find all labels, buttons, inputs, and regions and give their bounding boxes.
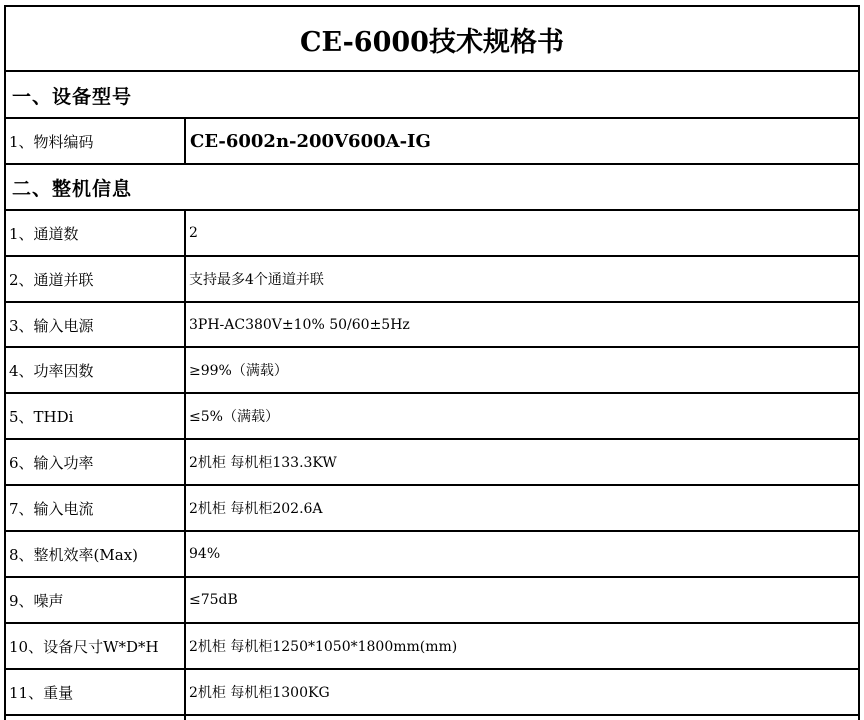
row-label: 9、噪声 [9, 591, 64, 610]
row-label: 5、THDi [9, 407, 74, 426]
grid-line [4, 392, 860, 394]
grid-line [4, 668, 860, 670]
grid-line [4, 484, 860, 486]
grid-line [4, 346, 860, 348]
row-label: 4、功率因数 [9, 361, 94, 380]
row-value: ≤75dB [189, 592, 238, 608]
grid-line [4, 714, 860, 716]
row-label: 8、整机效率(Max) [9, 545, 139, 564]
row-label: 3、输入电源 [9, 316, 94, 335]
section-heading: 一、设备型号 [12, 85, 133, 108]
grid-line [4, 301, 860, 303]
material-code-value: CE-6002n-200V600A-IG [190, 130, 431, 152]
row-value: 2机柜 每机柜202.6A [189, 501, 323, 517]
row-value: 支持最多4个通道并联 [189, 272, 324, 288]
row-value: 3PH-AC380V±10% 50/60±5Hz [189, 317, 410, 333]
row-label: 1、物料编码 [9, 132, 94, 151]
section-heading: 二、整机信息 [12, 177, 133, 200]
grid-line [4, 117, 860, 119]
row-label: 2、通道并联 [9, 270, 94, 289]
row-label: 7、输入电流 [9, 499, 94, 518]
row-value: ≥99%（满载） [189, 363, 288, 379]
row-value: 94% [189, 546, 221, 562]
grid-line [4, 5, 6, 720]
grid-line [4, 70, 860, 72]
row-label: 10、设备尺寸W*D*H [9, 637, 159, 656]
grid-line [4, 438, 860, 440]
grid-line [4, 5, 860, 7]
row-value: ≤5%（满载） [189, 409, 279, 425]
row-value: 2机柜 每机柜1300KG [189, 685, 330, 701]
row-value: 2 [189, 225, 198, 241]
grid-line [4, 209, 860, 211]
grid-line [184, 209, 186, 720]
grid-line [858, 5, 860, 720]
grid-line [4, 255, 860, 257]
row-label: 6、输入功率 [9, 453, 94, 472]
grid-line [184, 117, 186, 163]
row-value: 2机柜 每机柜1250*1050*1800mm(mm) [189, 639, 458, 655]
grid-line [4, 163, 860, 165]
row-value: 2机柜 每机柜133.3KW [189, 455, 337, 471]
grid-line [4, 576, 860, 578]
row-label: 11、重量 [9, 683, 74, 702]
row-label: 1、通道数 [9, 224, 79, 243]
document-title: CE-6000技术规格书 [300, 26, 564, 58]
